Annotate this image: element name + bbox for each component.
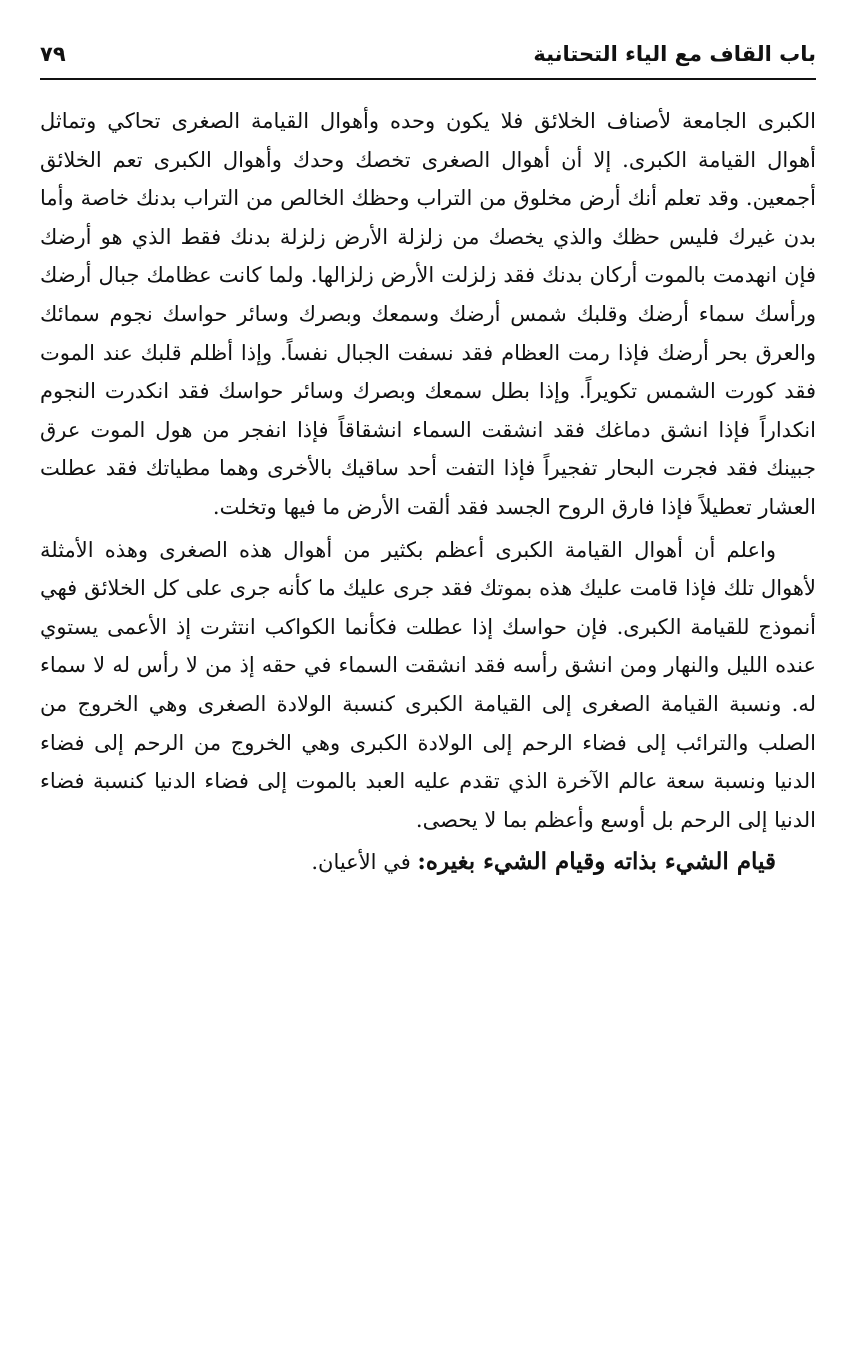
paragraph-1: الكبرى الجامعة لأصناف الخلائق فلا يكون وحده وأهوال القيامة الصغرى تحاكي وتماثل أهوال القيامة الكبرى. إلا أن أهوال الصغرى تخصك وحدك وأهوال الكبرى تعم الخلائق أجمعين. وقد تعلم أنك أرض مخلوق من التراب وحظك الخالص من التراب بدنك خاصة وأما بدن غيرك فليس حظك والذي يخصك من زلزلة الأرض زلزلة بدنك فقط الذي هو أرضك فإن انهدمت بالموت أركان بدنك فقد زلزلت الأرض زلزالها. ولما كانت عظامك جبال أرضك ورأسك سماء أرضك وقلبك شمس أرضك وسمعك وبصرك وسائر حواسك نجوم سمائك والعرق بحر أرضك فإذا رمت العظام فقد نسفت الجبال نفساً. وإذا أظلم قلبك عند الموت فقد كورت الشمس تكويراً. وإذا بطل سمعك وبصرك وسائر حواسك فقد انكدرت النجوم انكداراً فإذا انشق دماغك فقد انشقت السماء انشقاقاً فإذا انفجر من هول الموت عرق جبينك فقد فجرت البحار تفجيراً فإذا التفت أحد ساقيك بالأخرى وهما مطياتك فقد عطلت العشار تعطيلاً فإذا فارق الروح الجسد فقد ألقت الأرض ما فيها وتخلت. bbox=[40, 109, 816, 519]
paragraph-2: واعلم أن أهوال القيامة الكبرى أعظم بكثير من أهوال هذه الصغرى وهذه الأمثلة لأهوال تلك فإذا قامت عليك هذه بموتك فقد جرى عليك ما كأنه جرى على كل الخلائق فهي أنموذج للقيامة الكبرى. فإن حواسك إذا عطلت فكأنما الكواكب انتثرت إذ الأعمى يستوي عنده الليل والنهار ومن انشق رأسه فقد انشقت السماء في حقه إذ من لا رأس له لا سماء له. ونسبة القيامة الصغرى إلى القيامة الكبرى كنسبة الولادة الصغرى وهي الخروج من الصلب والترائب إلى فضاء الرحم إلى الولادة الكبرى وهي الخروج من الرحم إلى فضاء الدنيا ونسبة سعة عالم الآخرة الذي تقدم عليه العبد بالموت إلى فضاء الدنيا كنسبة فضاء الدنيا إلى الرحم بل أوسع وأعظم بما لا يحصى. bbox=[40, 537, 816, 832]
main-text bbox=[40, 102, 816, 882]
entry-text: في الأعيان. bbox=[311, 850, 418, 875]
page-header bbox=[40, 38, 816, 78]
dictionary-entry bbox=[40, 843, 816, 882]
page-number: ٧٩ bbox=[40, 42, 66, 66]
header-divider bbox=[40, 78, 816, 80]
entry-heading: قيام الشيء بذاته وقيام الشيء بغيره: bbox=[417, 848, 776, 876]
chapter-title: باب القاف مع الياء التحتانية bbox=[533, 42, 816, 66]
